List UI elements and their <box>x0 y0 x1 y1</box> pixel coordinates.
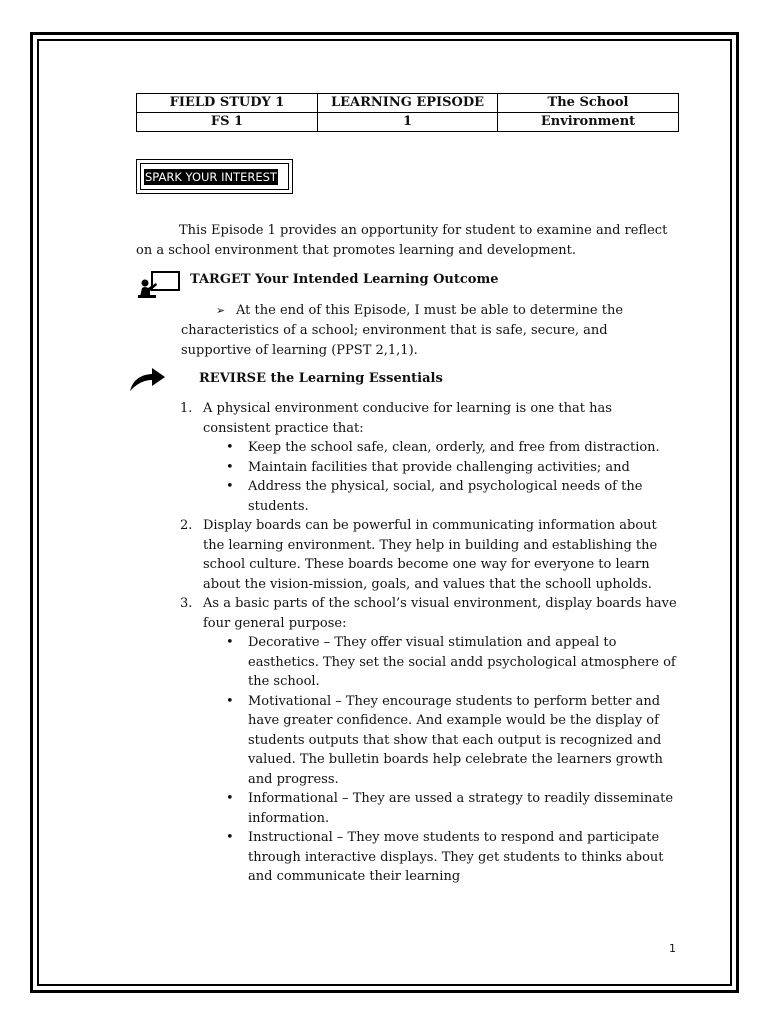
field-study-code: FS 1 <box>137 113 318 132</box>
bullet-text: Keep the school safe, clean, orderly, and free from distraction. <box>248 440 660 455</box>
episode-title-line1: The School <box>498 94 679 113</box>
page-number: 1 <box>669 942 676 955</box>
bullet-item <box>203 438 680 458</box>
bullet-text: Motivational – They encourage students to perform better and have greater confidence. And example would be the display of students outputs that show that each output is recognized and valued. The bulletin boards help celebrate the learners growth and progress. <box>248 693 663 787</box>
list-item <box>180 399 680 516</box>
bullet-item <box>203 692 680 790</box>
target-paragraph: At the end of this Episode, I must be able to determine the characteristics of a school; environment that is safe, secure, and supportive of learning (PPST 2,1,1). <box>181 303 624 358</box>
bullet-text: Maintain facilities that provide challenging activities; and <box>248 459 630 475</box>
bullet-item <box>203 828 680 887</box>
target-heading: TARGET Your Intended Learning Outcome <box>190 272 499 287</box>
header-table <box>136 93 679 132</box>
bullet-item <box>203 633 680 692</box>
bullet-list <box>203 633 680 887</box>
bullet-dot: • <box>226 479 234 494</box>
bullet-text: Decorative – They offer visual stimulation and appeal to easthetics. They set the social andd psychological atmosphere of the school. <box>248 635 676 689</box>
bullet-item <box>203 789 680 828</box>
bullet-dot: • <box>226 440 234 455</box>
learning-essentials-list <box>180 399 680 887</box>
bullet-dot: • <box>226 693 234 709</box>
item-text: A physical environment conducive for learning is one that has consistent practice that: <box>203 401 612 436</box>
arrowhead-bullet-icon: ➢ <box>216 304 226 317</box>
item-number: 2. <box>180 518 193 533</box>
revise-heading: REVIRSE the Learning Essentials <box>199 371 443 386</box>
item-number: 3. <box>180 596 193 611</box>
list-item <box>180 594 680 887</box>
bullet-dot: • <box>226 459 234 475</box>
item-number: 1. <box>180 401 193 416</box>
header-row <box>137 94 679 113</box>
bullet-item <box>203 477 680 516</box>
bullet-list <box>203 438 680 516</box>
intro-paragraph: This Episode 1 provides an opportunity for student to examine and reflect on a school environment that promotes learning and development. <box>136 223 668 258</box>
bullet-text: Informational – They are ussed a strategy to readily disseminate information. <box>248 791 674 826</box>
bullet-dot: • <box>226 635 234 650</box>
bullet-item <box>203 458 680 478</box>
curved-arrow-icon <box>128 366 166 396</box>
bullet-dot: • <box>226 791 234 806</box>
field-study-label: FIELD STUDY 1 <box>137 94 318 113</box>
spark-label: SPARK YOUR INTEREST <box>145 170 277 184</box>
item-text: As a basic parts of the school’s visual environment, display boards have four general purpose: <box>203 596 677 631</box>
teacher-board-icon <box>138 270 182 302</box>
bullet-text: Instructional – They move students to respond and participate through interactive displays. They get students to thinks about and communicate their learning <box>248 830 664 884</box>
learning-episode-label: LEARNING EPISODE <box>318 94 498 113</box>
header-row <box>137 113 679 132</box>
item-text: Display boards can be powerful in communicating information about the learning environment. They help in building and establishing the school culture. These boards become one way for everyone to learn about the vision-mission, goals, and values that the schooll upholds. <box>203 518 658 592</box>
list-item <box>180 516 680 594</box>
episode-number: 1 <box>318 113 498 132</box>
bullet-dot: • <box>226 830 234 845</box>
bullet-text: Address the physical, social, and psychological needs of the students. <box>248 479 643 514</box>
episode-title-line2: Environment <box>498 113 679 132</box>
